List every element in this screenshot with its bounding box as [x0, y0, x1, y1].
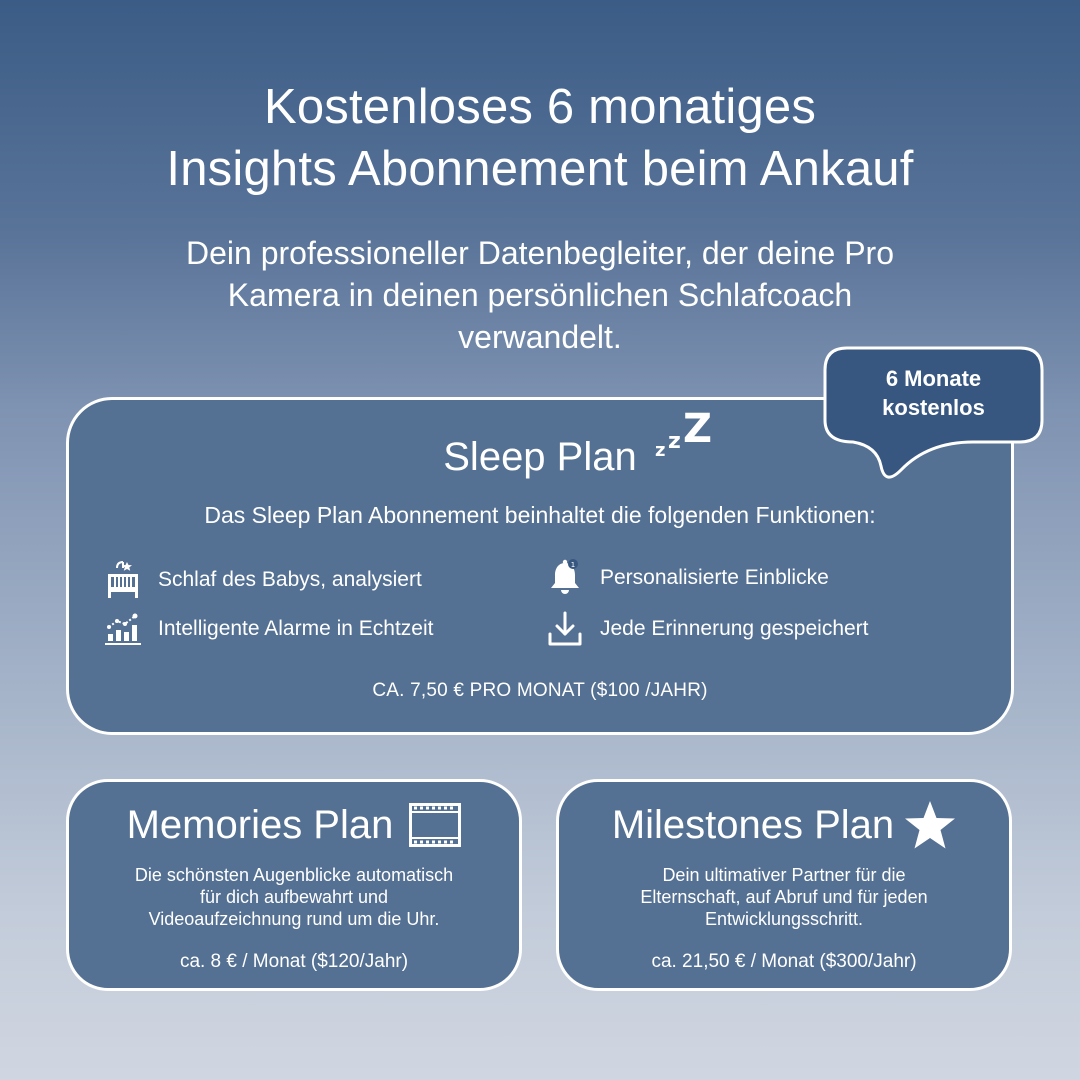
feature-item-memories-saved — [545, 609, 869, 649]
chart-icon — [103, 609, 143, 649]
milestones-plan-title — [559, 800, 1009, 850]
free-months-badge — [823, 346, 1044, 486]
memories-plan-price: ca. 8 € / Monat ($120/Jahr) — [179, 951, 409, 972]
description-line: Dein ultimativer Partner für die — [662, 865, 906, 885]
milestones-plan-card — [556, 779, 1012, 991]
feature-label: Intelligente Alarme in Echtzeit — [158, 617, 434, 640]
feature-item-insights — [545, 558, 829, 598]
milestones-plan-description — [569, 864, 999, 930]
description-line: Entwicklungsschritt. — [704, 909, 864, 929]
memories-plan-title — [69, 800, 519, 850]
download-icon — [545, 609, 585, 649]
badge-text — [823, 364, 1044, 422]
milestones-plan-title-text: Milestones Plan — [611, 803, 895, 847]
headline-line-1: Kostenloses 6 monatiges — [263, 80, 817, 134]
description-line: Die schönsten Augenblicke automatisch — [134, 865, 454, 885]
description-line: für dich aufbewahrt und — [199, 887, 389, 907]
headline — [0, 76, 1080, 200]
description-line: Elternschaft, auf Abruf und für jeden — [640, 887, 928, 907]
svg-text:z: z — [655, 440, 666, 461]
zzz-icon — [655, 404, 725, 464]
film-icon — [409, 803, 461, 847]
feature-label: Jede Erinnerung gespeichert — [600, 617, 869, 640]
sleep-plan-title-text: Sleep Plan — [443, 435, 637, 479]
badge-line-1: 6 Monate — [885, 366, 982, 391]
headline-line-2: Insights Abonnement beim Ankauf — [166, 142, 914, 196]
subheadline-line-1: Dein professioneller Datenbegleiter, der deine Pro — [186, 235, 894, 271]
description-line: Videoaufzeichnung rund um die Uhr. — [148, 909, 440, 929]
memories-plan-description — [79, 864, 509, 930]
feature-label: Personalisierte Einblicke — [600, 566, 829, 589]
star-icon — [904, 800, 956, 850]
memories-plan-title-text: Memories Plan — [126, 803, 394, 847]
feature-item-sleep-analysis — [103, 560, 422, 600]
svg-text:z: z — [668, 429, 681, 454]
sleep-plan-description: Das Sleep Plan Abonnement beinhaltet die folgenden Funktionen: — [204, 502, 876, 528]
feature-label: Schlaf des Babys, analysiert — [158, 568, 422, 591]
crib-icon — [103, 560, 143, 600]
subheadline — [60, 232, 1020, 358]
feature-item-smart-alarms — [103, 609, 433, 649]
badge-line-2: kostenlos — [882, 395, 985, 420]
milestones-plan-price: ca. 21,50 € / Monat ($300/Jahr) — [651, 951, 917, 972]
bell-badge-count: 1 — [570, 561, 576, 569]
sleep-plan-price: CA. 7,50 € PRO MONAT ($100 /JAHR) — [372, 680, 708, 701]
svg-text:Z: Z — [683, 406, 713, 452]
subheadline-line-2: Kamera in deinen persönlichen Schlafcoach — [227, 277, 853, 313]
memories-plan-card — [66, 779, 522, 991]
subheadline-line-3: verwandelt. — [458, 319, 622, 355]
bell-icon — [545, 558, 585, 598]
